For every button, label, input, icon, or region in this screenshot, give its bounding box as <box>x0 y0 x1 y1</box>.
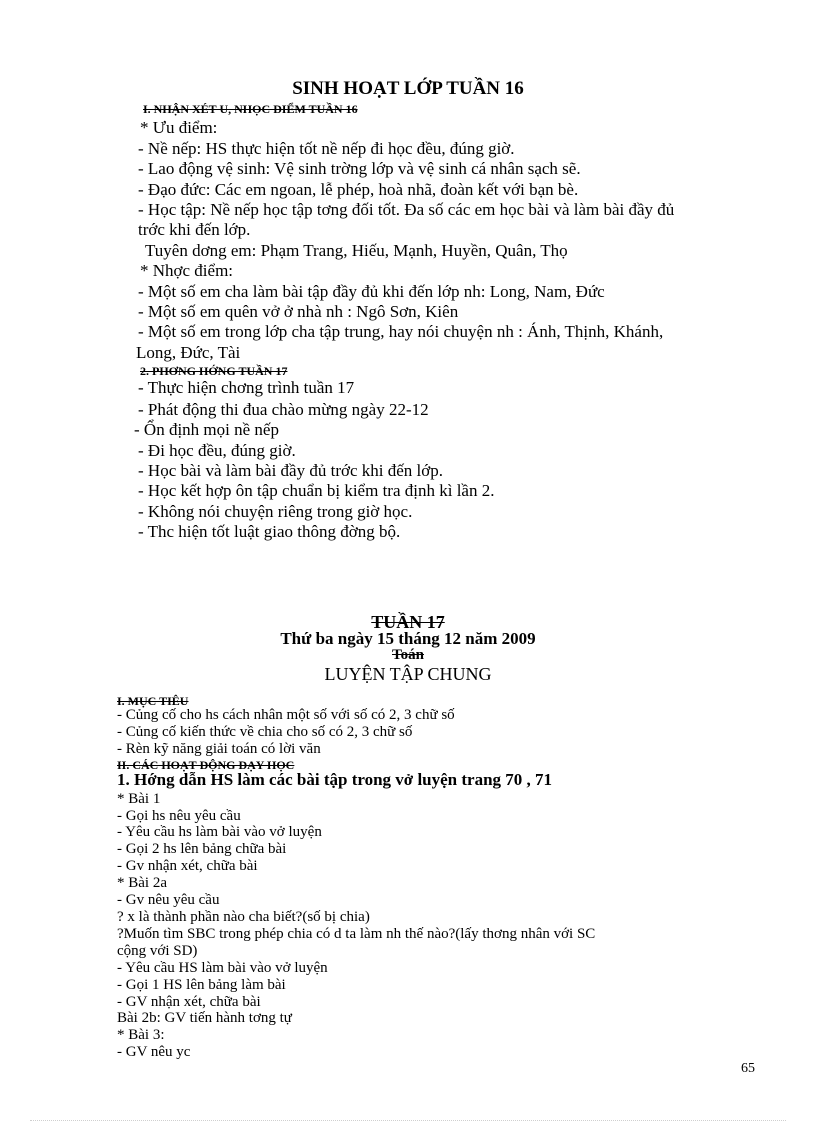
report-heading-2: 2. PHƠNG HỚNG TUẦN 17 <box>140 364 288 378</box>
step-line: - Gọi 2 hs lên bảng chữa bài <box>117 841 287 857</box>
step-line: Bài 2b: GV tiến hành tơng tự <box>117 1010 292 1026</box>
strength-line: - Học tập: Nề nếp học tập tơng đối tốt. Đa số các em học bài và làm bài đầy đủ <box>138 200 675 219</box>
step-line: - Gv nhận xét, chữa bài <box>117 858 258 874</box>
plan-line: - Thực hiện chơng trình tuần 17 <box>138 378 355 397</box>
plan-line: - Thc hiện tốt luật giao thông đờng bộ. <box>138 522 401 541</box>
step-line: ? x là thành phần nào cha biết?(số bị chia) <box>117 909 370 925</box>
step-line: - GV nêu yc <box>117 1044 191 1060</box>
plan-line: - Phát động thi đua chào mừng ngày 22-12 <box>138 400 429 419</box>
strengths-label: * Ưu điểm: <box>140 118 218 137</box>
lesson-date: Thứ ba ngày 15 tháng 12 năm 2009 <box>280 629 536 648</box>
step-line: cộng với SD) <box>117 943 198 959</box>
activities-heading: II. CÁC HOẠT ĐỘNG DẠY HỌC <box>117 758 295 772</box>
lesson-title: LUYỆN TẬP CHUNG <box>324 664 492 684</box>
objective-line: - Rèn kỹ năng giải toán có lời văn <box>117 741 321 757</box>
plan-line: - Học kết hợp ôn tập chuẩn bị kiểm tra định kì lần 2. <box>138 481 495 500</box>
strength-line: - Lao động vệ sinh: Vệ sinh trờng lớp và vệ sinh cá nhân sạch sẽ. <box>138 159 581 178</box>
objectives-heading: I. MỤC TIÊU <box>117 694 189 708</box>
plan-line: - Học bài và làm bài đầy đủ trớc khi đến lớp. <box>138 461 444 480</box>
objective-line: - Củng cố kiến thức về chia cho số có 2, 3 chữ số <box>117 724 413 740</box>
step-line: - Yêu cầu HS làm bài vào vở luyện <box>117 960 328 976</box>
step-line: * Bài 2a <box>117 875 167 891</box>
step-line: - GV nhận xét, chữa bài <box>117 994 261 1010</box>
objective-line: - Củng cố cho hs cách nhân một số với số có 2, 3 chữ số <box>117 707 455 723</box>
step-line: - Gọi hs nêu yêu cầu <box>117 808 241 824</box>
weakness-line: - Một số em cha làm bài tập đầy đủ khi đến lớp nh: Long, Nam, Đức <box>138 282 605 301</box>
step-line: ?Muốn tìm SBC trong phép chia có d ta làm nh thế nào?(lấy thơng nhân với SC <box>117 926 596 942</box>
page-number: 65 <box>741 1061 755 1076</box>
weakness-line: - Một số em quên vở ở nhà nh : Ngô Sơn, Kiên <box>138 302 459 321</box>
plan-line: - Ổn định mọi nề nếp <box>134 420 279 439</box>
weakness-line: Long, Đức, Tài <box>136 343 241 362</box>
step-line: * Bài 1 <box>117 791 161 807</box>
page-bottom-divider <box>30 1120 786 1121</box>
activity-1-heading: 1. Hớng dẫn HS làm các bài tập trong vở luyện trang 70 , 71 <box>117 770 553 789</box>
lesson-subject: Toán <box>392 647 424 663</box>
strength-line: trớc khi đến lớp. <box>138 220 251 239</box>
report-title: SINH HOẠT LỚP TUẦN 16 <box>292 78 524 99</box>
report-heading-1: I. NHẬN XÉT U, NHỌC ĐIỂM TUẦN 16 <box>143 102 358 116</box>
step-line: - Gọi 1 HS lên bảng làm bài <box>117 977 286 993</box>
strength-line: - Đạo đức: Các em ngoan, lễ phép, hoà nhã, đoàn kết với bạn bè. <box>138 180 579 199</box>
plan-line: - Không nói chuyện riêng trong giờ học. <box>138 502 413 521</box>
step-line: - Gv nêu yêu cầu <box>117 892 220 908</box>
step-line: - Yêu cầu hs làm bài vào vở luyện <box>117 824 322 840</box>
week-heading: TUẦN 17 <box>371 612 445 632</box>
praise-line: Tuyên dơng em: Phạm Trang, Hiếu, Mạnh, Huyền, Quân, Thọ <box>145 241 568 260</box>
plan-line: - Đi học đều, đúng giờ. <box>138 441 296 460</box>
weakness-line: - Một số em trong lớp cha tập trung, hay nói chuyện nh : Ánh, Thịnh, Khánh, <box>138 322 664 341</box>
weaknesses-label: * Nhợc điểm: <box>140 261 234 280</box>
strength-line: - Nề nếp: HS thực hiện tốt nề nếp đi học đều, đúng giờ. <box>138 139 515 158</box>
step-line: * Bài 3: <box>117 1027 165 1043</box>
